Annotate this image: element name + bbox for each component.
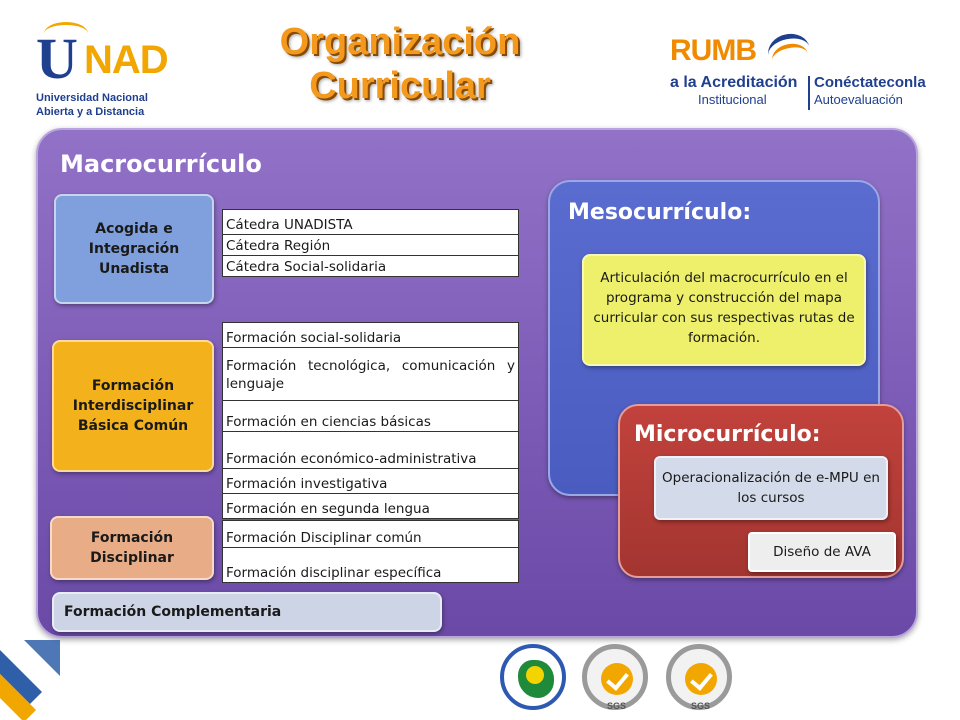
ava-box: Diseño de AVA xyxy=(748,532,896,572)
sgs-seal-icon xyxy=(582,644,648,710)
list-item xyxy=(223,548,519,583)
list-cell: Formación investigativa xyxy=(223,469,519,494)
complementaria-box: Formación Complementaria xyxy=(52,592,442,632)
page-title-line2: Curricular xyxy=(309,65,491,107)
certification-seal-icon xyxy=(500,644,566,710)
page-title-line1: Organización xyxy=(279,21,521,63)
sgs-label: SGS xyxy=(607,701,627,711)
interdisciplinar-box: Formación Interdisciplinar Básica Común xyxy=(52,340,214,472)
rumbo-line-d: Autoevaluación xyxy=(814,92,903,107)
acogida-list xyxy=(222,209,519,277)
check-icon xyxy=(601,663,633,695)
rumbo-divider xyxy=(808,76,810,110)
rumbo-line-c: Conéctateconla xyxy=(814,74,926,91)
logo-line2: Abierta y a Distancia xyxy=(36,106,145,118)
list-cell: Cátedra Región xyxy=(223,235,519,256)
list-item xyxy=(223,469,519,494)
list-cell: Formación disciplinar específica xyxy=(223,548,519,583)
list-cell: Formación en segunda lengua xyxy=(223,494,519,519)
list-item xyxy=(223,235,519,256)
sgs-label: SGS xyxy=(691,701,711,711)
micro-title: Microcurrículo: xyxy=(634,422,821,447)
map-dot-icon xyxy=(526,666,544,684)
list-item xyxy=(223,401,519,432)
logo-line1: Universidad Nacional xyxy=(36,92,148,104)
list-cell: Formación social-solidaria xyxy=(223,323,519,348)
rumbo-line-b: Institucional xyxy=(698,92,767,107)
check-icon xyxy=(685,663,717,695)
list-cell: Formación económico-administrativa xyxy=(223,432,519,469)
logo-mark-nad: NAD xyxy=(84,38,168,82)
list-item xyxy=(223,521,519,548)
meso-title: Mesocurrículo: xyxy=(568,200,752,225)
list-cell: Formación en ciencias básicas xyxy=(223,401,519,432)
list-cell: Formación Disciplinar común xyxy=(223,521,519,548)
arrows-decoration-icon xyxy=(0,640,90,720)
meso-description: Articulación del macrocurrículo en el programa y construcción del mapa curricular con sus respectivas rutas de formación. xyxy=(582,254,866,366)
page-title xyxy=(240,20,560,108)
list-item xyxy=(223,432,519,469)
list-item xyxy=(223,210,519,235)
rumbo-name: RUMB xyxy=(670,34,756,67)
list-item xyxy=(223,256,519,277)
list-item xyxy=(223,348,519,401)
rumbo-logo xyxy=(668,34,938,114)
acogida-box: Acogida e Integración Unadista xyxy=(54,194,214,304)
disciplinar-box: Formación Disciplinar xyxy=(50,516,214,580)
unad-logo xyxy=(36,22,166,122)
micro-description: Operacionalización de e-MPU en los cursos xyxy=(654,456,888,520)
interdisciplinar-list xyxy=(222,322,519,519)
list-cell: Cátedra UNADISTA xyxy=(223,210,519,235)
list-cell: Cátedra Social-solidaria xyxy=(223,256,519,277)
rumbo-line-a: a la Acreditación xyxy=(670,74,798,91)
list-item xyxy=(223,323,519,348)
list-item xyxy=(223,494,519,519)
logo-mark-u: U xyxy=(36,26,78,91)
disciplinar-list xyxy=(222,520,519,583)
list-cell: Formación tecnológica, comunicación y lenguaje xyxy=(223,348,519,401)
macro-title: Macrocurrículo xyxy=(60,150,262,178)
sgs-seal-icon xyxy=(666,644,732,710)
